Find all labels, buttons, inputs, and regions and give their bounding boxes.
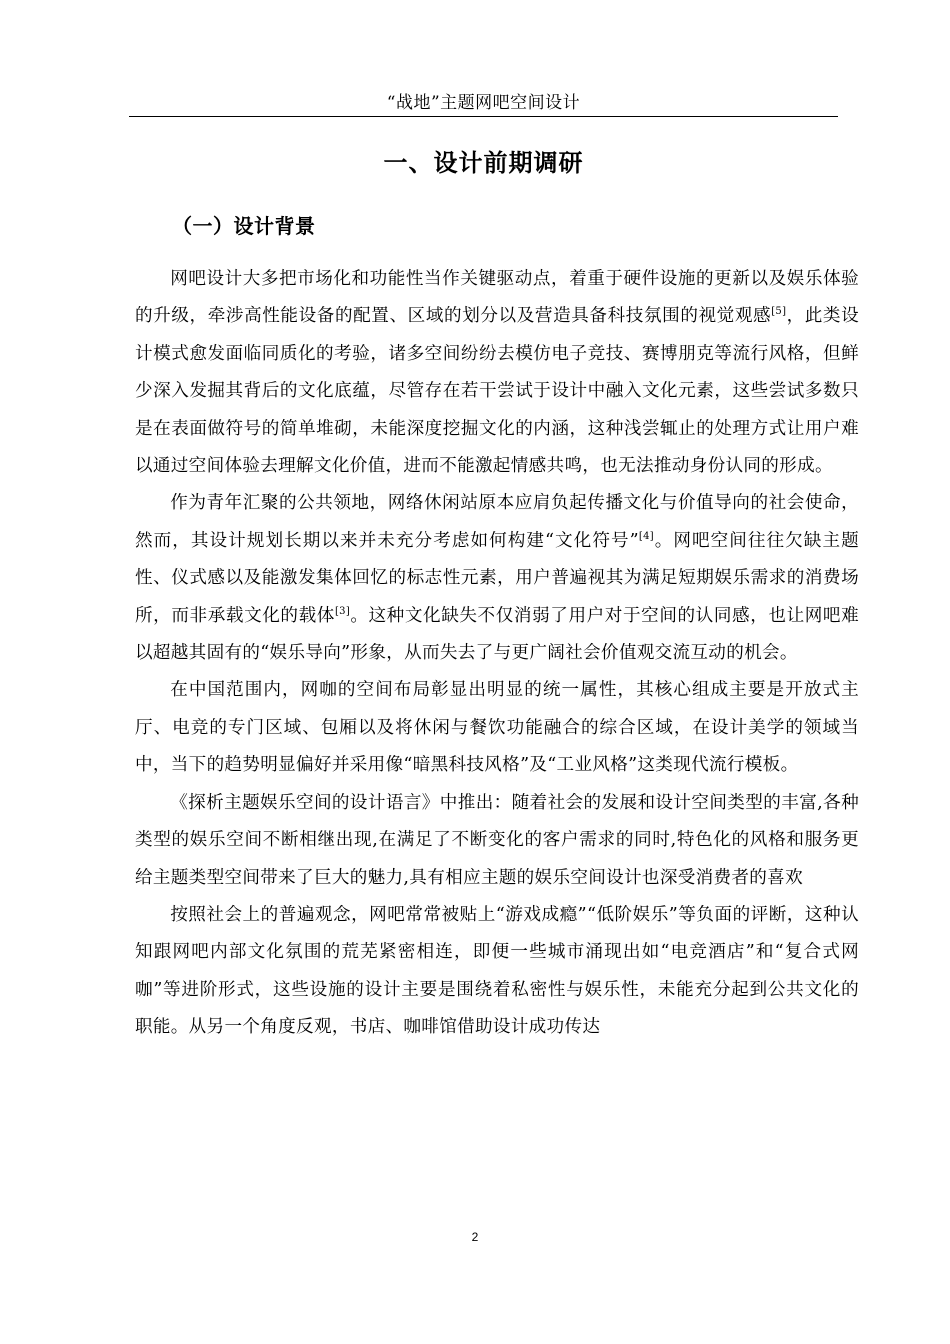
chapter-title: 一、设计前期调研 bbox=[383, 149, 584, 177]
page-number: 2 bbox=[471, 1230, 479, 1244]
paragraph-text: 网吧设计大多把市场化和功能性当作关键驱动点，着重于硬件设施的更新以及娱乐体验的升级，牵涉高性能设备的配置、区域的划分以及营造具备科技氛围的视觉观感 bbox=[135, 269, 859, 327]
paragraph-4 bbox=[135, 785, 859, 897]
paragraph-text: ，此类设计模式愈发面临同质化的考验，诸多空间纷纷去模仿电子竞技、赛博朋克等流行风格，但鲜少深入发掘其背后的文化底蕴，尽管存在若干尝试于设计中融入文化元素，这些尝试多数只是在表面做符号的简单堆砌，未能深度挖掘文化的内涵，这种浅尝辄止的处理方式让用户难以通过空间体验去理解文化价值，进而不能激起情感共鸣，也无法推动身份认同的形成。 bbox=[135, 306, 859, 477]
citation-ref: [5] bbox=[771, 306, 787, 318]
paragraph-text: 。网吧空间往往欠缺主题性、仪式感以及能激发集体回忆的标志性元素，用户普遍视其为满足短期娱乐需求的消费场所，而非承载文化的载体 bbox=[135, 530, 859, 626]
citation-ref: [4] bbox=[638, 530, 654, 542]
paragraph-text: 。这种文化缺失不仅消弱了用户对于空间的认同感，也让网吧难以超越其固有的“娱乐导向”形象，从而失去了与更广阔社会价值观交流互动的机会。 bbox=[135, 605, 859, 664]
paragraph-5 bbox=[135, 897, 859, 1047]
paragraph-text: 作为青年汇聚的公共领地，网络休闲站原本应肩负起传播文化与价值导向的社会使命，然而，其设计规划长期以来并未充分考虑如何构建“文化符号” bbox=[135, 493, 859, 551]
paragraph-3 bbox=[135, 672, 859, 784]
header-divider bbox=[129, 116, 838, 117]
paragraph-text: 《探析主题娱乐空间的设计语言》中推出：随着社会的发展和设计空间类型的丰富,各种类型的娱乐空间不断相继出现,在满足了不断变化的客户需求的同时,特色化的风格和服务更给主题类型空间带来了巨大的魅力,具有相应主题的娱乐空间设计也深受消费者的喜欢 bbox=[135, 792, 859, 888]
citation-ref: [3] bbox=[334, 605, 351, 617]
running-header-title: “战地”主题网吧空间设计 bbox=[386, 93, 581, 113]
paragraph-text: 在中国范围内，网咖的空间布局彰显出明显的统一属性，其核心组成主要是开放式主厅、电竞的专门区域、包厢以及将休闲与餐饮功能融合的综合区域，在设计美学的领域当中，当下的趋势明显偏好并采用像“暗黑科技风格”及“工业风格”这类现代流行模板。 bbox=[135, 680, 859, 776]
section-title: （一）设计背景 bbox=[172, 214, 316, 238]
paragraph-text: 按照社会上的普遍观念，网吧常常被贴上“游戏成瘾”“低阶娱乐”等负面的评断，这种认知跟网吧内部文化氛围的荒芜紧密相连，即便一些城市涌现出如“电竞酒店”和“复合式网咖”等进阶形式，这些设施的设计主要是围绕着私密性与娱乐性，未能充分起到公共文化的职能。从另一个角度反观，书店、咖啡馆借助设计成功传达 bbox=[135, 904, 859, 1038]
body-text bbox=[135, 261, 859, 1047]
paragraph-1 bbox=[135, 261, 859, 485]
paragraph-2 bbox=[135, 485, 859, 672]
